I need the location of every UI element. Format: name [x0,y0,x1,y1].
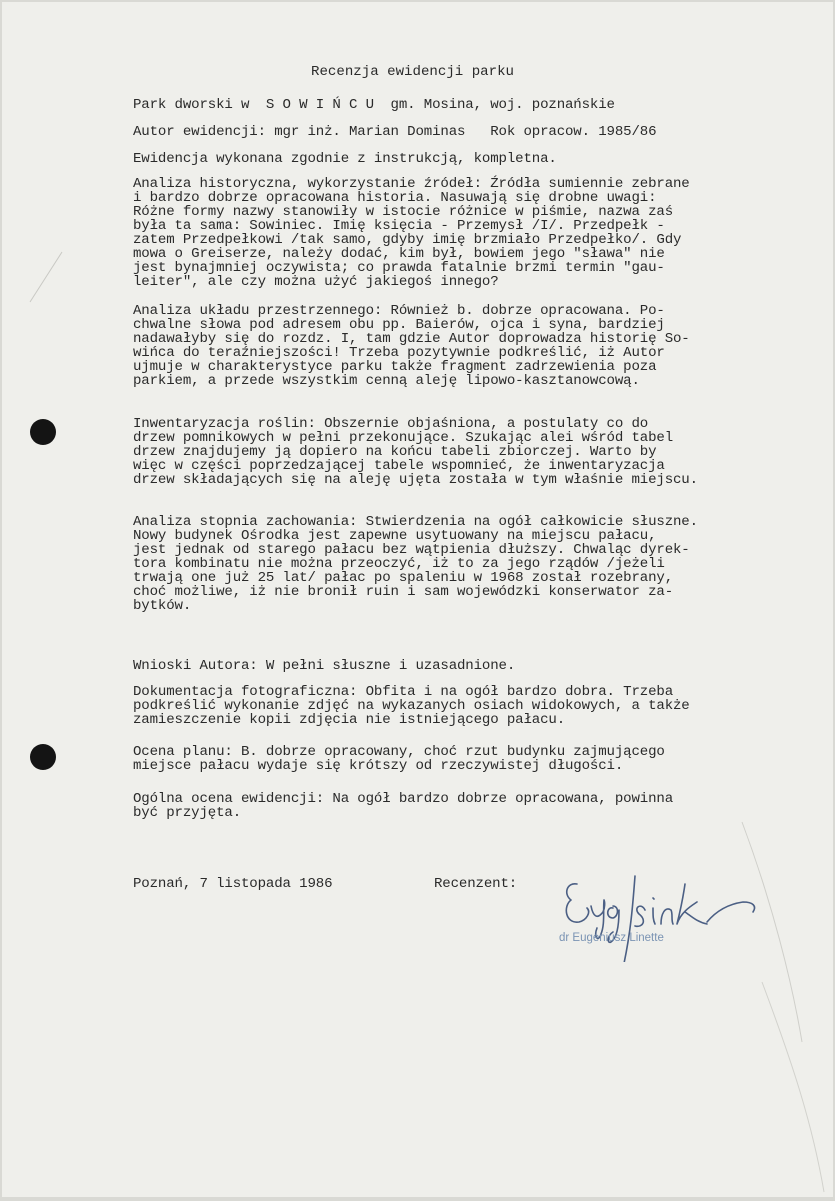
section-line: chwalne słowa pod adresem obu pp. Baierów, ojca i syna, bardziej [133,317,665,333]
section-line: tora kombinatu nie można przeoczyć, iż to za jego rządów /jeżeli [133,556,665,572]
section-line: więc w części poprzedzającej tabele wspomnieć, że inwentaryzacja [133,458,665,474]
section-line: bytków. [133,598,192,614]
section-line: Analiza stopnia zachowania: Stwierdzenia na ogół całkowicie słuszne. [133,514,698,530]
binder-hole-bottom [30,744,56,770]
section-line: Ogólna ocena ewidencji: Na ogół bardzo dobrze opracowana, powinna [133,791,673,807]
place-date: Poznań, 7 listopada 1986 [133,876,333,892]
compliance-line: Ewidencja wykonana zgodnie z instrukcją, kompletna. [133,151,557,167]
document-page [2,2,833,1197]
park-name-line: Park dworski w S O W I Ń C U gm. Mosina, woj. poznańskie [133,97,615,113]
section-line: Różne formy nazwy stanowiły w istocie różnice w piśmie, nazwa zaś [133,204,673,220]
section-line: Analiza układu przestrzennego: Również b. dobrze opracowana. Po- [133,303,665,319]
section-line: Analiza historyczna, wykorzystanie źródeł: Źródła sumiennie zebrane [133,176,690,192]
section-line: parkiem, a przede wszystkim cenną aleję lipowo-kasztanowcową. [133,373,640,389]
section-line: podkreślić wykonanie zdjęć na wykazanych osiach widokowych, a także [133,698,690,714]
section-line: być przyjęta. [133,805,241,821]
section-line: mowa o Greiserze, należy dodać, kim był, bowiem jego "sława" nie [133,246,665,262]
section-line: trwają one już 25 lat/ pałac po spaleniu w 1968 został rozebrany, [133,570,673,586]
section-line: zamieszczenie kopii zdjęcia nie istniejącego pałacu. [133,712,565,728]
section-line: leiter", ale czy można użyć jakiegoś innego? [133,274,499,290]
section-line: Ocena planu: B. dobrze opracowany, choć rzut budynku zajmującego [133,744,665,760]
reviewer-label: Recenzent: [434,876,518,892]
author-line: Autor ewidencji: mgr inż. Marian Dominas Rok opracow. 1985/86 [133,124,657,140]
section-line: drzew znajdujemy ją dopiero na końcu tabeli zbiorczej. Warto by [133,444,657,460]
section-line: jest bynajmniej oczywista; co prawda fatalnie brzmi termin "gau- [133,260,665,276]
section-line: drzew składających się na aleję ujęta została w tym właśnie miejscu. [133,472,698,488]
section-line: choć możliwe, iż nie bronił ruin i sam wojewódzki konserwator za- [133,584,673,600]
section-line: i bardzo dobrze opracowana historia. Nasuwają się drobne uwagi: [133,190,657,206]
section-line: była ta sama: Sowiniec. Imię księcia - Przemysł /I/. Przedpełk - [133,218,665,234]
section-line: wińca do teraźniejszości! Trzeba pozytywnie podkreślić, iż Autor [133,345,665,361]
section-line: Dokumentacja fotograficzna: Obfita i na ogół bardzo dobra. Trzeba [133,684,673,700]
section-line: miejsce pałacu wydaje się krótszy od rzeczywistej długości. [133,758,624,774]
reviewer-printed-name: dr Eugeniusz Linette [559,932,664,944]
section-line: Nowy budynek Ośrodka jest zapewne usytuowany na miejscu pałacu, [133,528,657,544]
document-title: Recenzja ewidencji parku [311,64,514,80]
section-line: nadawałyby się do rozdz. I, tam gdzie Autor doprowadza historię So- [133,331,690,347]
section-line: Wnioski Autora: W pełni słuszne i uzasadnione. [133,658,516,674]
binder-hole-top [30,419,56,445]
section-line: jest jednak od starego pałacu bez wątpienia dłuższy. Chwaląc dyrek- [133,542,690,558]
section-line: ujmuje w charakterystyce parku także fragment zadrzewienia poza [133,359,657,375]
section-line: drzew pomnikowych w pełni przekonujące. Szukając alei wśród tabel [133,430,673,446]
reviewer-signature [557,872,777,962]
section-line: Inwentaryzacja roślin: Obszernie objaśniona, a postulaty co do [133,416,649,432]
section-line: zatem Przedpełkowi /tak samo, gdyby imię brzmiało Przedpełko/. Gdy [133,232,682,248]
